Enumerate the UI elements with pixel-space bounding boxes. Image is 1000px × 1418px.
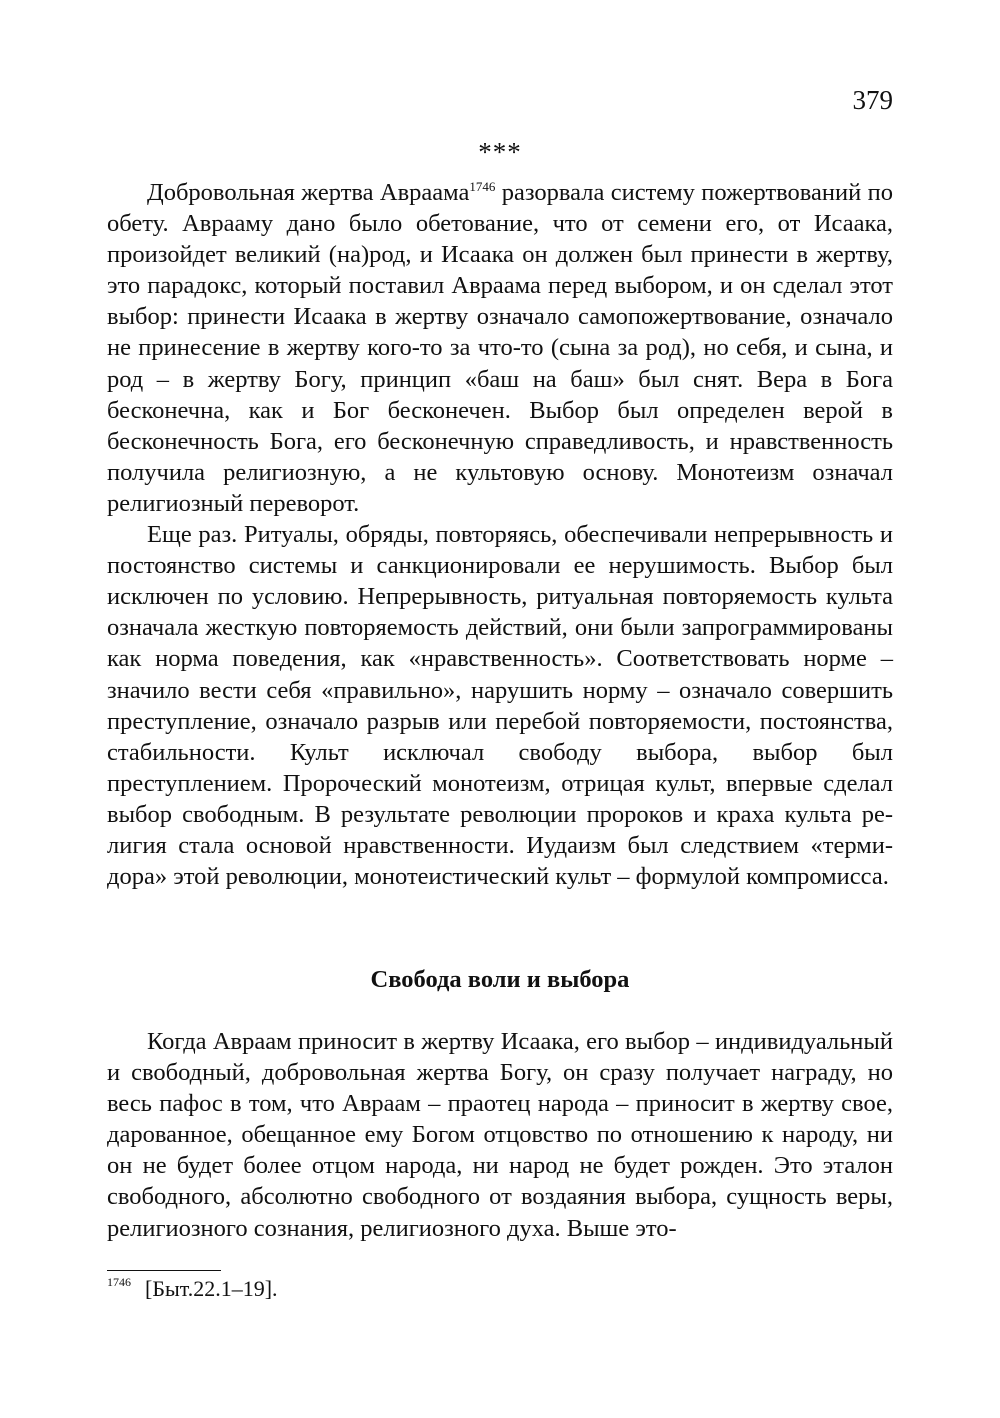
footnote bbox=[107, 1274, 278, 1304]
footnote-reference[interactable]: 1746 bbox=[469, 179, 496, 194]
footnote-text: [Быт.22.1–19]. bbox=[145, 1276, 278, 1301]
section-separator: *** bbox=[478, 137, 522, 167]
section-heading: Свобода воли и выбора bbox=[370, 966, 630, 993]
main-text-bottom bbox=[107, 1026, 893, 1244]
page-number: 379 bbox=[852, 85, 893, 115]
paragraph-2: Еще раз. Ритуалы, обряды, повторяясь, обеспечивали непрерывность и постоянство системы и санкционировали ее нерушимость. Выбор был исключен по условию. Непрерывность, ритуальная повторяемость культа означала жесткую повторяемость действий, они были запрограммированы как норма поведения, как «нравственность». Соответствовать норме – значило вести себя «правильно», нарушить норму – означало совершить преступление, означало разрыв или перебой повторяемости, постоянства, стабильности. Культ исключал свободу выбора, выбор был преступлением. Пророческий монотеизм, отрицая культ, впервые сделал выбор свободным. В результате революции пророков и краха культа религия стала основой нравственности. Иудаизм был следствием «термидора» этой революции, монотеистический культ – формулой компромисса. bbox=[107, 521, 893, 891]
paragraph-1-rest: разорвала систему пожертвований по обету. Аврааму дано было обетование, что от семени его, от Исаака, произойдет великий (на)род, и Исаака он должен был принести в жертву, это парадокс, который поставил Авраама перед выбором, и он сделал этот выбор: принести Исаака в жертву означало самопожертвование, означало не принесение в жертву кого-то за что-то (сына за род), но себя, и сына, и род – в жертву Богу, принцип «баш на баш» был снят. Вера в Бога бесконечна, как и Бог бесконечен. Выбор был определен верой в бесконечность Бога, его бесконечную справедливость, и нравственность получила религиозную, а не культовую основу. Монотеизм означал религиозный переворот. bbox=[107, 179, 893, 517]
footnote-mark: 1746 bbox=[107, 1275, 131, 1289]
main-text-top bbox=[107, 177, 893, 892]
paragraph-1-start: Добровольная жертва Авраама bbox=[147, 179, 470, 206]
footnote-divider bbox=[107, 1270, 221, 1271]
paragraph-1 bbox=[107, 177, 893, 519]
paragraph-3: Когда Авраам приносит в жертву Исаака, его выбор – индивидуальный и свободный, добровольная жертва Богу, он сразу получает награду, но весь пафос в том, что Авраам – праотец народа – приносит в жертву свое, дарованное, обещанное ему Богом отцовство по отношению к народу, ни он не будет более отцом народа, ни народ не будет рожден. Это эталон свободного, абсолютно свободного от воздаяния выбора, сущность веры, религиозного сознания, религиозного духа. Выше это- bbox=[107, 1028, 893, 1242]
